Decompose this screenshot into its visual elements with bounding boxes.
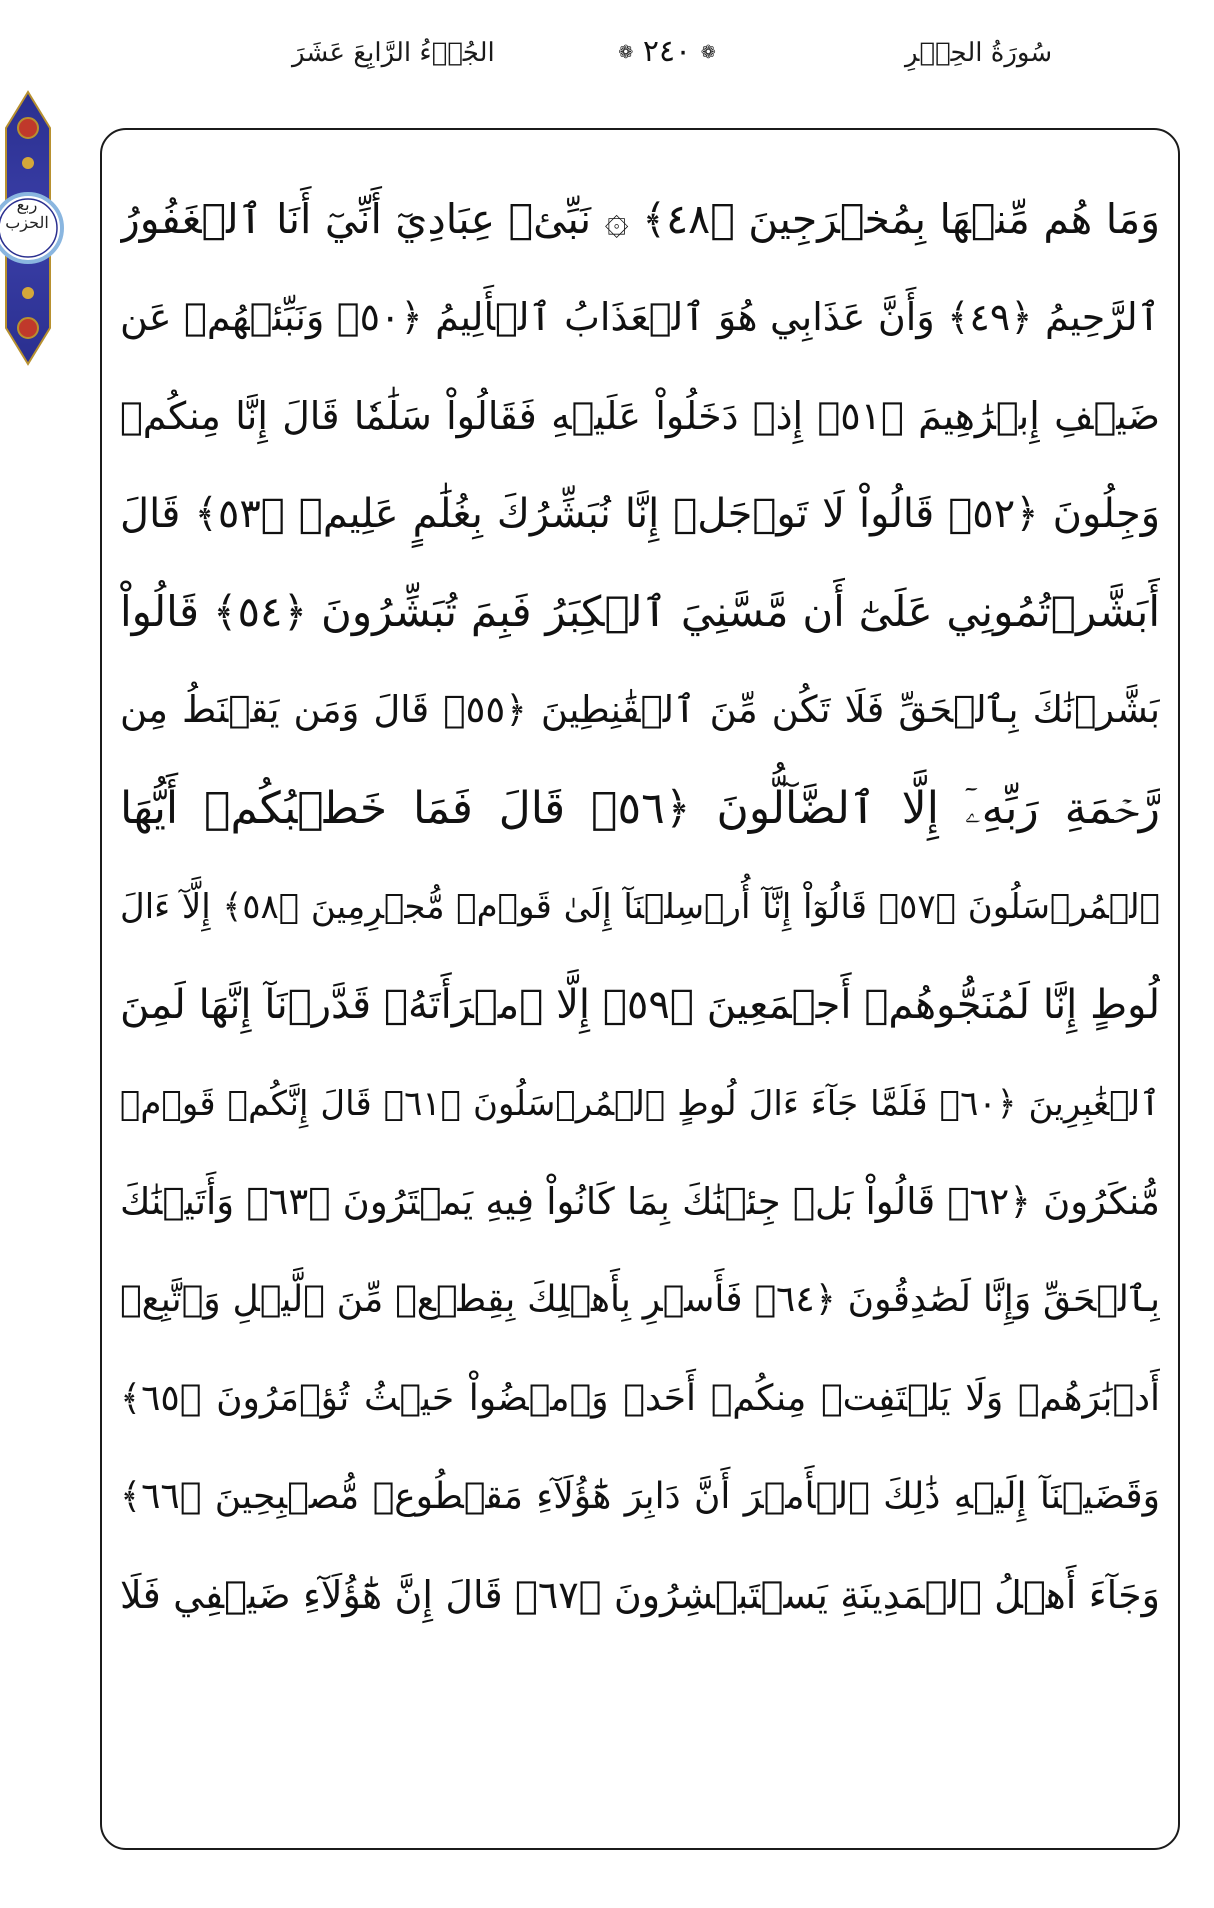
text-line-2: ٱلرَّحِيمُ ﴿٤٩﴾ وَأَنَّ عَذَابِي هُوَ ٱلۡعَذَابُ ٱلۡأَلِيمُ ﴿٥٠﴾ وَنَبِّئۡهُمۡ عَن — [120, 295, 1160, 340]
text-line-10: ٱلۡغَٰبِرِينَ ﴿٦٠﴾ فَلَمَّا جَآءَ ءَالَ لُوطٍ ٱلۡمُرۡسَلُونَ ﴿٦١﴾ قَالَ إِنَّكُمۡ قَوۡمٞ — [120, 1083, 1160, 1124]
surah-name: سُورَةُ الحِجۡرِ — [905, 38, 1053, 68]
text-line-9: لُوطٍ إِنَّا لَمُنَجُّوهُمۡ أَجۡمَعِينَ ﴿٥٩﴾ إِلَّا ٱمۡرَأَتَهُۥ قَدَّرۡنَآ إِنَّهَا لَمِنَ — [120, 982, 1160, 1029]
page-number-ornament-right-icon: ❁ — [618, 42, 634, 63]
juz-label: الجُزۡءُ الرَّابِعَ عَشَرَ — [292, 38, 495, 68]
text-line-6: بَشَّرۡنَٰكَ بِٱلۡحَقِّ فَلَا تَكُن مِّنَ ٱلۡقَٰنِطِينَ ﴿٥٥﴾ قَالَ وَمَن يَقۡنَطُ مِن — [120, 688, 1160, 732]
text-line-7: رَّحۡمَةِ رَبِّهِۦٓ إِلَّا ٱلضَّآلُّونَ ﴿٥٦﴾ قَالَ فَمَا خَطۡبُكُمۡ أَيُّهَا — [120, 782, 1160, 834]
quran-text-block — [120, 170, 1160, 1644]
text-line-13: أَدۡبَٰرَهُمۡ وَلَا يَلۡتَفِتۡ مِنكُمۡ أَحَدٞ وَٱمۡضُواْ حَيۡثُ تُؤۡمَرُونَ ﴿٦٥﴾ — [120, 1377, 1160, 1419]
page-number-ornament-left-icon: ❁ — [700, 42, 716, 63]
text-line-5: أَبَشَّرۡتُمُونِي عَلَىٰٓ أَن مَّسَّنِيَ ٱلۡكِبَرُ فَبِمَ تُبَشِّرُونَ ﴿٥٤﴾ قَالُواْ — [120, 587, 1160, 637]
text-line-4: وَجِلُونَ ﴿٥٢﴾ قَالُواْ لَا تَوۡجَلۡ إِنَّا نُبَشِّرُكَ بِغُلَٰمٍ عَلِيمٖ ﴿٥٣﴾ قَالَ — [120, 490, 1160, 537]
text-line-14: وَقَضَيۡنَآ إِلَيۡهِ ذَٰلِكَ ٱلۡأَمۡرَ أَنَّ دَابِرَ هَٰٓؤُلَآءِ مَقۡطُوعٞ مُّصۡبِحِينَ ﴿٦٦﴾ — [120, 1475, 1160, 1517]
text-line-12: بِٱلۡحَقِّ وَإِنَّا لَصَٰدِقُونَ ﴿٦٤﴾ فَأَسۡرِ بِأَهۡلِكَ بِقِطۡعٖ مِّنَ ٱلَّيۡلِ وَٱتَّبِعۡ — [120, 1279, 1160, 1321]
page-header — [0, 28, 1214, 88]
text-line-11: مُّنكَرُونَ ﴿٦٢﴾ قَالُواْ بَلۡ جِئۡنَٰكَ بِمَا كَانُواْ فِيهِ يَمۡتَرُونَ ﴿٦٣﴾ وَأَتَيۡنَٰكَ — [120, 1179, 1160, 1223]
text-line-1: وَمَا هُم مِّنۡهَا بِمُخۡرَجِينَ ﴿٤٨﴾ ۞ نَبِّئۡ عِبَادِيٓ أَنِّيٓ أَنَا ٱلۡغَفُورُ — [120, 195, 1160, 243]
text-line-15: وَجَآءَ أَهۡلُ ٱلۡمَدِينَةِ يَسۡتَبۡشِرُونَ ﴿٦٧﴾ قَالَ إِنَّ هَٰٓؤُلَآءِ ضَيۡفِي فَلَا — [120, 1573, 1160, 1618]
page-number — [612, 34, 722, 69]
hizb-quarter-label: ربع الحزب — [5, 195, 49, 232]
page-number-value: ٢٤٠ — [642, 34, 692, 69]
text-line-3: ضَيۡفِ إِبۡرَٰهِيمَ ﴿٥١﴾ إِذۡ دَخَلُواْ عَلَيۡهِ فَقَالُواْ سَلَٰمٗا قَالَ إِنَّا مِنكُمۡ — [120, 393, 1160, 438]
text-line-8: ٱلۡمُرۡسَلُونَ ﴿٥٧﴾ قَالُوٓاْ إِنَّآ أُرۡسِلۡنَآ إِلَىٰ قَوۡمٖ مُّجۡرِمِينَ ﴿٥٨﴾ إِلَّآ ءَالَ — [120, 887, 1160, 928]
